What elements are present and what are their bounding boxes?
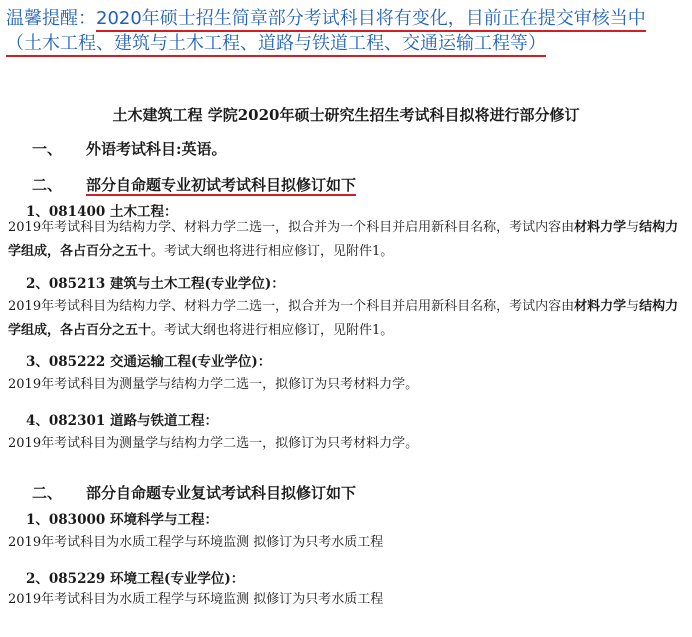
item-body: 2019年考试科目为水质工程学与环境监测 拟修订为只考水质工程	[8, 535, 384, 550]
body-text: 2019年考试科目为结构力学、材料力学二选一，拟合并为一个科目并启用新科目名称，考试内容由	[8, 299, 575, 314]
document-title: 土木建筑工程 学院2020年硕士研究生招生考试科目拟将进行部分修订	[112, 106, 580, 124]
section-heading: 部分自命题专业复试考试科目拟修订如下	[86, 484, 357, 502]
item-body: 2019年考试科目为测量学与结构力学二选一，拟修订为只考材料力学。	[8, 436, 419, 451]
item-label: 4、082301 道路与铁道工程：	[26, 413, 218, 429]
body-text: 与	[626, 299, 640, 314]
notice-text-1: 2020年硕士招生简章部分考试科目将有变化，目前正在提交审核当中	[96, 8, 646, 32]
notice-text-2: （土木工程、建筑与土木工程、道路与铁道工程、交通运输工程等）	[6, 33, 546, 57]
section-heading: 外语考试科目:英语。	[86, 140, 227, 158]
body-text: 与	[626, 220, 640, 235]
section-2	[32, 174, 356, 195]
notice-prefix: 温馨提醒：	[6, 8, 96, 29]
item-body: 2019年考试科目为测量学与结构力学二选一，拟修订为只考材料力学。	[8, 377, 419, 392]
section-number: 二、	[32, 176, 63, 194]
body-text: 。考试大纲也将进行相应修订，见附件1。	[151, 244, 394, 259]
section-heading: 部分自命题专业初试考试科目拟修订如下	[86, 176, 357, 194]
section-number: 二、	[32, 484, 63, 502]
item-body: 2019年考试科目为水质工程学与环境监测 拟修订为只考水质工程	[8, 592, 384, 607]
item-label: 2、085229 环境工程(专业学位)：	[26, 571, 245, 587]
body-text: 2019年考试科目为结构力学、材料力学二选一，拟合并为一个科目并启用新科目名称，考试内容由	[8, 220, 575, 235]
item-body	[8, 295, 684, 343]
body-bold: 材料力学	[574, 220, 627, 235]
item-body	[8, 216, 684, 264]
notice-banner	[6, 6, 686, 56]
body-text: 。考试大纲也将进行相应修订，见附件1。	[151, 323, 394, 338]
body-bold: 结构力学组成，各占百分之五十	[8, 299, 679, 338]
item-label: 1、081400 土木工程：	[26, 204, 178, 220]
notice-line-1	[6, 6, 686, 31]
body-bold: 结构力学组成，各占百分之五十	[8, 220, 679, 259]
body-bold: 材料力学	[574, 299, 627, 314]
section-1	[32, 138, 227, 159]
item-label: 2、085213 建筑与土木工程(专业学位)：	[26, 276, 285, 292]
section-number: 一、	[32, 140, 63, 158]
section-3	[32, 482, 356, 503]
item-label: 1、083000 环境科学与工程：	[26, 512, 218, 528]
notice-line-2	[6, 31, 686, 56]
item-label: 3、085222 交通运输工程(专业学位)：	[26, 354, 272, 370]
